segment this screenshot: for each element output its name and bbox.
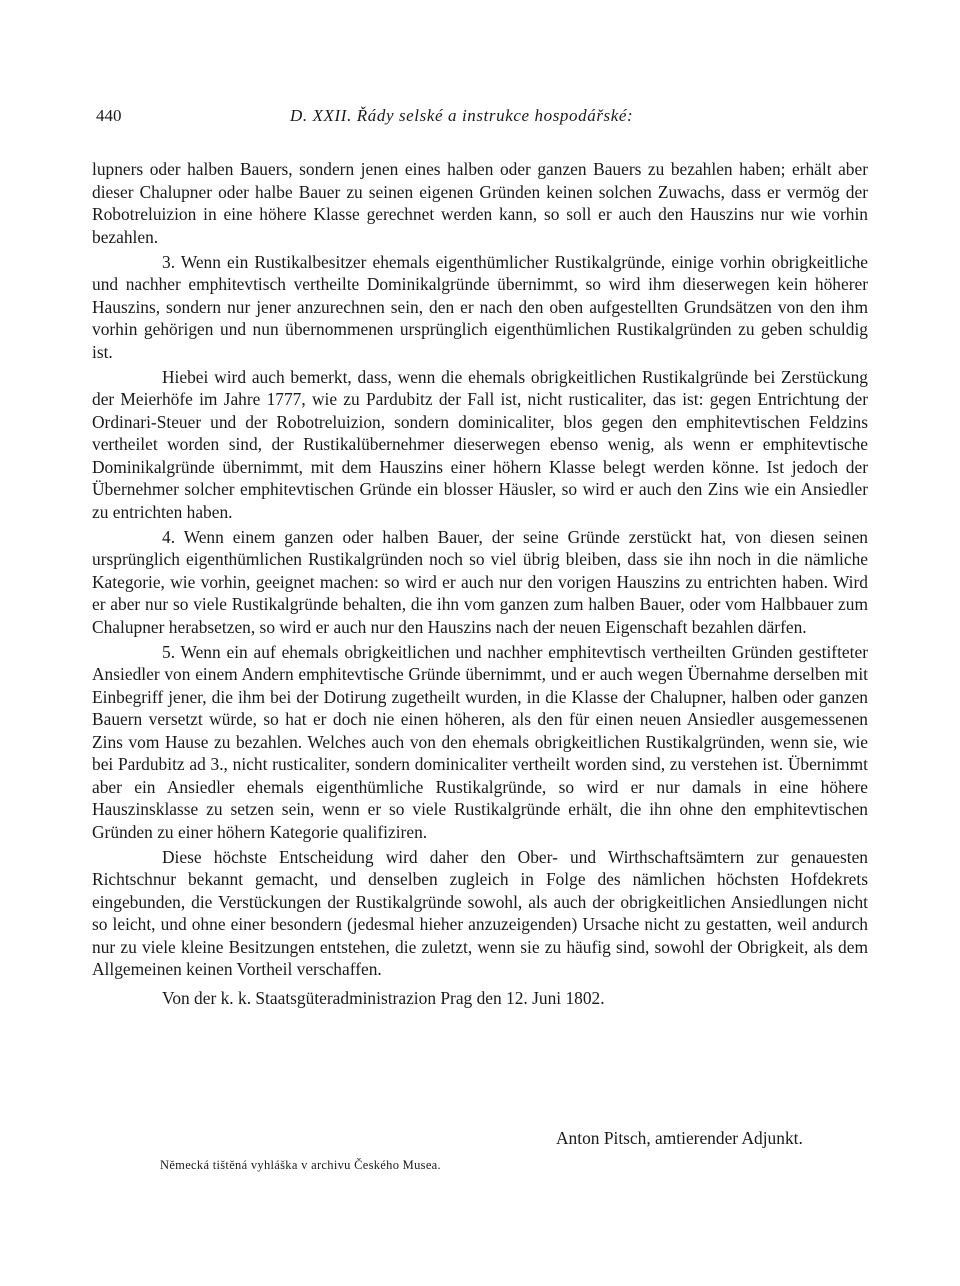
paragraph-hiebei: Hiebei wird auch bemerkt, dass, wenn die ehemals obrigkeitlichen Rustikalgründe bei Zerstückung der Meierhöfe im Jahre 1777, wie zu Pardubitz der Fall ist, nicht rusticaliter, das ist: gegen Entrichtung der Ordinari-Steuer und der Robotreluizion, sondern dominicaliter, blos gegen den emphitevtischen Feldzins vertheilet worden sind, der Rustikalübernehmer dieserwegen ebenso wenig, als wenn er emphitevtische Dominikalgründe übernimmt, mit dem Hauszins einer höhern Klasse belegt werden könne. Ist jedoch der Übernehmer solcher emphitevtischen Gründe ein blosser Häusler, so wird er auch den Zins wie ein Ansiedler zu entrichten haben.	[92, 366, 868, 522]
running-title: D. XXII. Řády selské a instrukce hospodářské:	[290, 106, 634, 125]
paragraph-continuation: lupners oder halben Bauers, sondern jenen eines halben oder ganzen Bauers zu bezahlen haben; erhält aber dieser Chalupner oder halbe Bauer zu seinen eigenen Gründen keinen solchen Zuwachs, dass er vermög der Robotreluizion in eine höhere Klasse gerechnet werden kann, so soll er auch den Hauszins nur wie vorhin bezahlen.	[92, 159, 868, 247]
paragraph-section-3: 3. Wenn ein Rustikalbesitzer ehemals eigenthümlicher Rustikalgründe, einige vorhin obrigkeitliche und nachher emphitevtisch vertheilte Dominikalgründe übernimmt, so wird ihm dieserwegen kein höherer Hauszins, sondern nur jener anzurechnen sein, den er nach den oben aufgestellten Grundsätzen von den ihm vorhin gehörigen und nun übernommenen ursprünglich eigenthümlichen Rustikalgründen zu geben schuldig ist.	[92, 251, 868, 362]
running-header	[96, 106, 866, 130]
page-number: 440	[96, 106, 122, 125]
paragraph-section-5: 5. Wenn ein auf ehemals obrigkeitlichen und nachher emphitevtisch vertheilten Gründen gestifteter Ansiedler von einem Andern emphitevtische Gründe übernimmt, und er auch wegen Übernahme derselben mit Einbegriff jener, die ihm bei der Dotirung zugetheilt wurden, in die Klasse der Chalupner, halben oder ganzen Bauern versetzt würde, so hat er doch nie einen höheren, als den für einen neuen Ansiedler ausgemessenen Zins vom Hause zu bezahlen. Welches auch von den ehemals obrigkeitlichen Rustikalgründen, wenn sie, wie bei Pardubitz ad 3., nicht rusticaliter, sondern dominicaliter vertheilt worden sind, zu verstehen ist. Übernimmt aber ein Ansiedler ehemals eigenthümliche Rustikalgründe, so wird er nur damals in eine höhere Hauszinsklasse zu setzen sein, wenn er so viele Rustikalgründe erhält, die ihn ohne den emphitevtischen Gründen zu einer höhern Kategorie qualifiziren.	[92, 641, 868, 842]
source-note: Německá tištěná vyhláška v archivu Českého Musea.	[160, 1158, 441, 1172]
dateline: Von der k. k. Staatsgüteradministrazion Prag den 12. Juni 1802.	[162, 987, 605, 1008]
document-body	[92, 158, 868, 1012]
paragraph-section-4: 4. Wenn einem ganzen oder halben Bauer, der seine Gründe zerstückt hat, von diesen seinen ursprünglich eigenthümlichen Rustikalgründen noch so viel übrig bleiben, dass sie ihn noch in die nämliche Kategorie, wie vorhin, geeignet machen: so wird er auch nur den vorigen Hauszins zu entrichten haben. Wird er aber nur so viele Rustikalgründe behalten, die ihn vom ganzen zum halben Bauer, oder vom Halbbauer zum Chalupner herabsetzen, so wird er auch nur den Hauszins nach der neuen Eigenschaft bezahlen därfen.	[92, 526, 868, 637]
signature: Anton Pitsch, amtierender Adjunkt.	[556, 1128, 803, 1148]
paragraph-decision: Diese höchste Entscheidung wird daher den Ober- und Wirthschaftsämtern zur genauesten Richtschnur bekannt gemacht, und denselben zugleich in Folge des nämlichen höchsten Hofdekrets eingebunden, die Verstückungen der Rustikalgründe sowohl, als auch der obrigkeitlichen Ansiedlungen nicht so leicht, und ohne einer besondern (jedesmal hieher anzuzeigenden) Ursache nicht zu gestatten, weil andurch nur zu viele kleine Besitzungen entstehen, die zuletzt, wenn sie zu häufig sind, sowohl der Obrigkeit, als dem Allgemeinen keinen Vortheil verschaffen.	[92, 846, 868, 979]
